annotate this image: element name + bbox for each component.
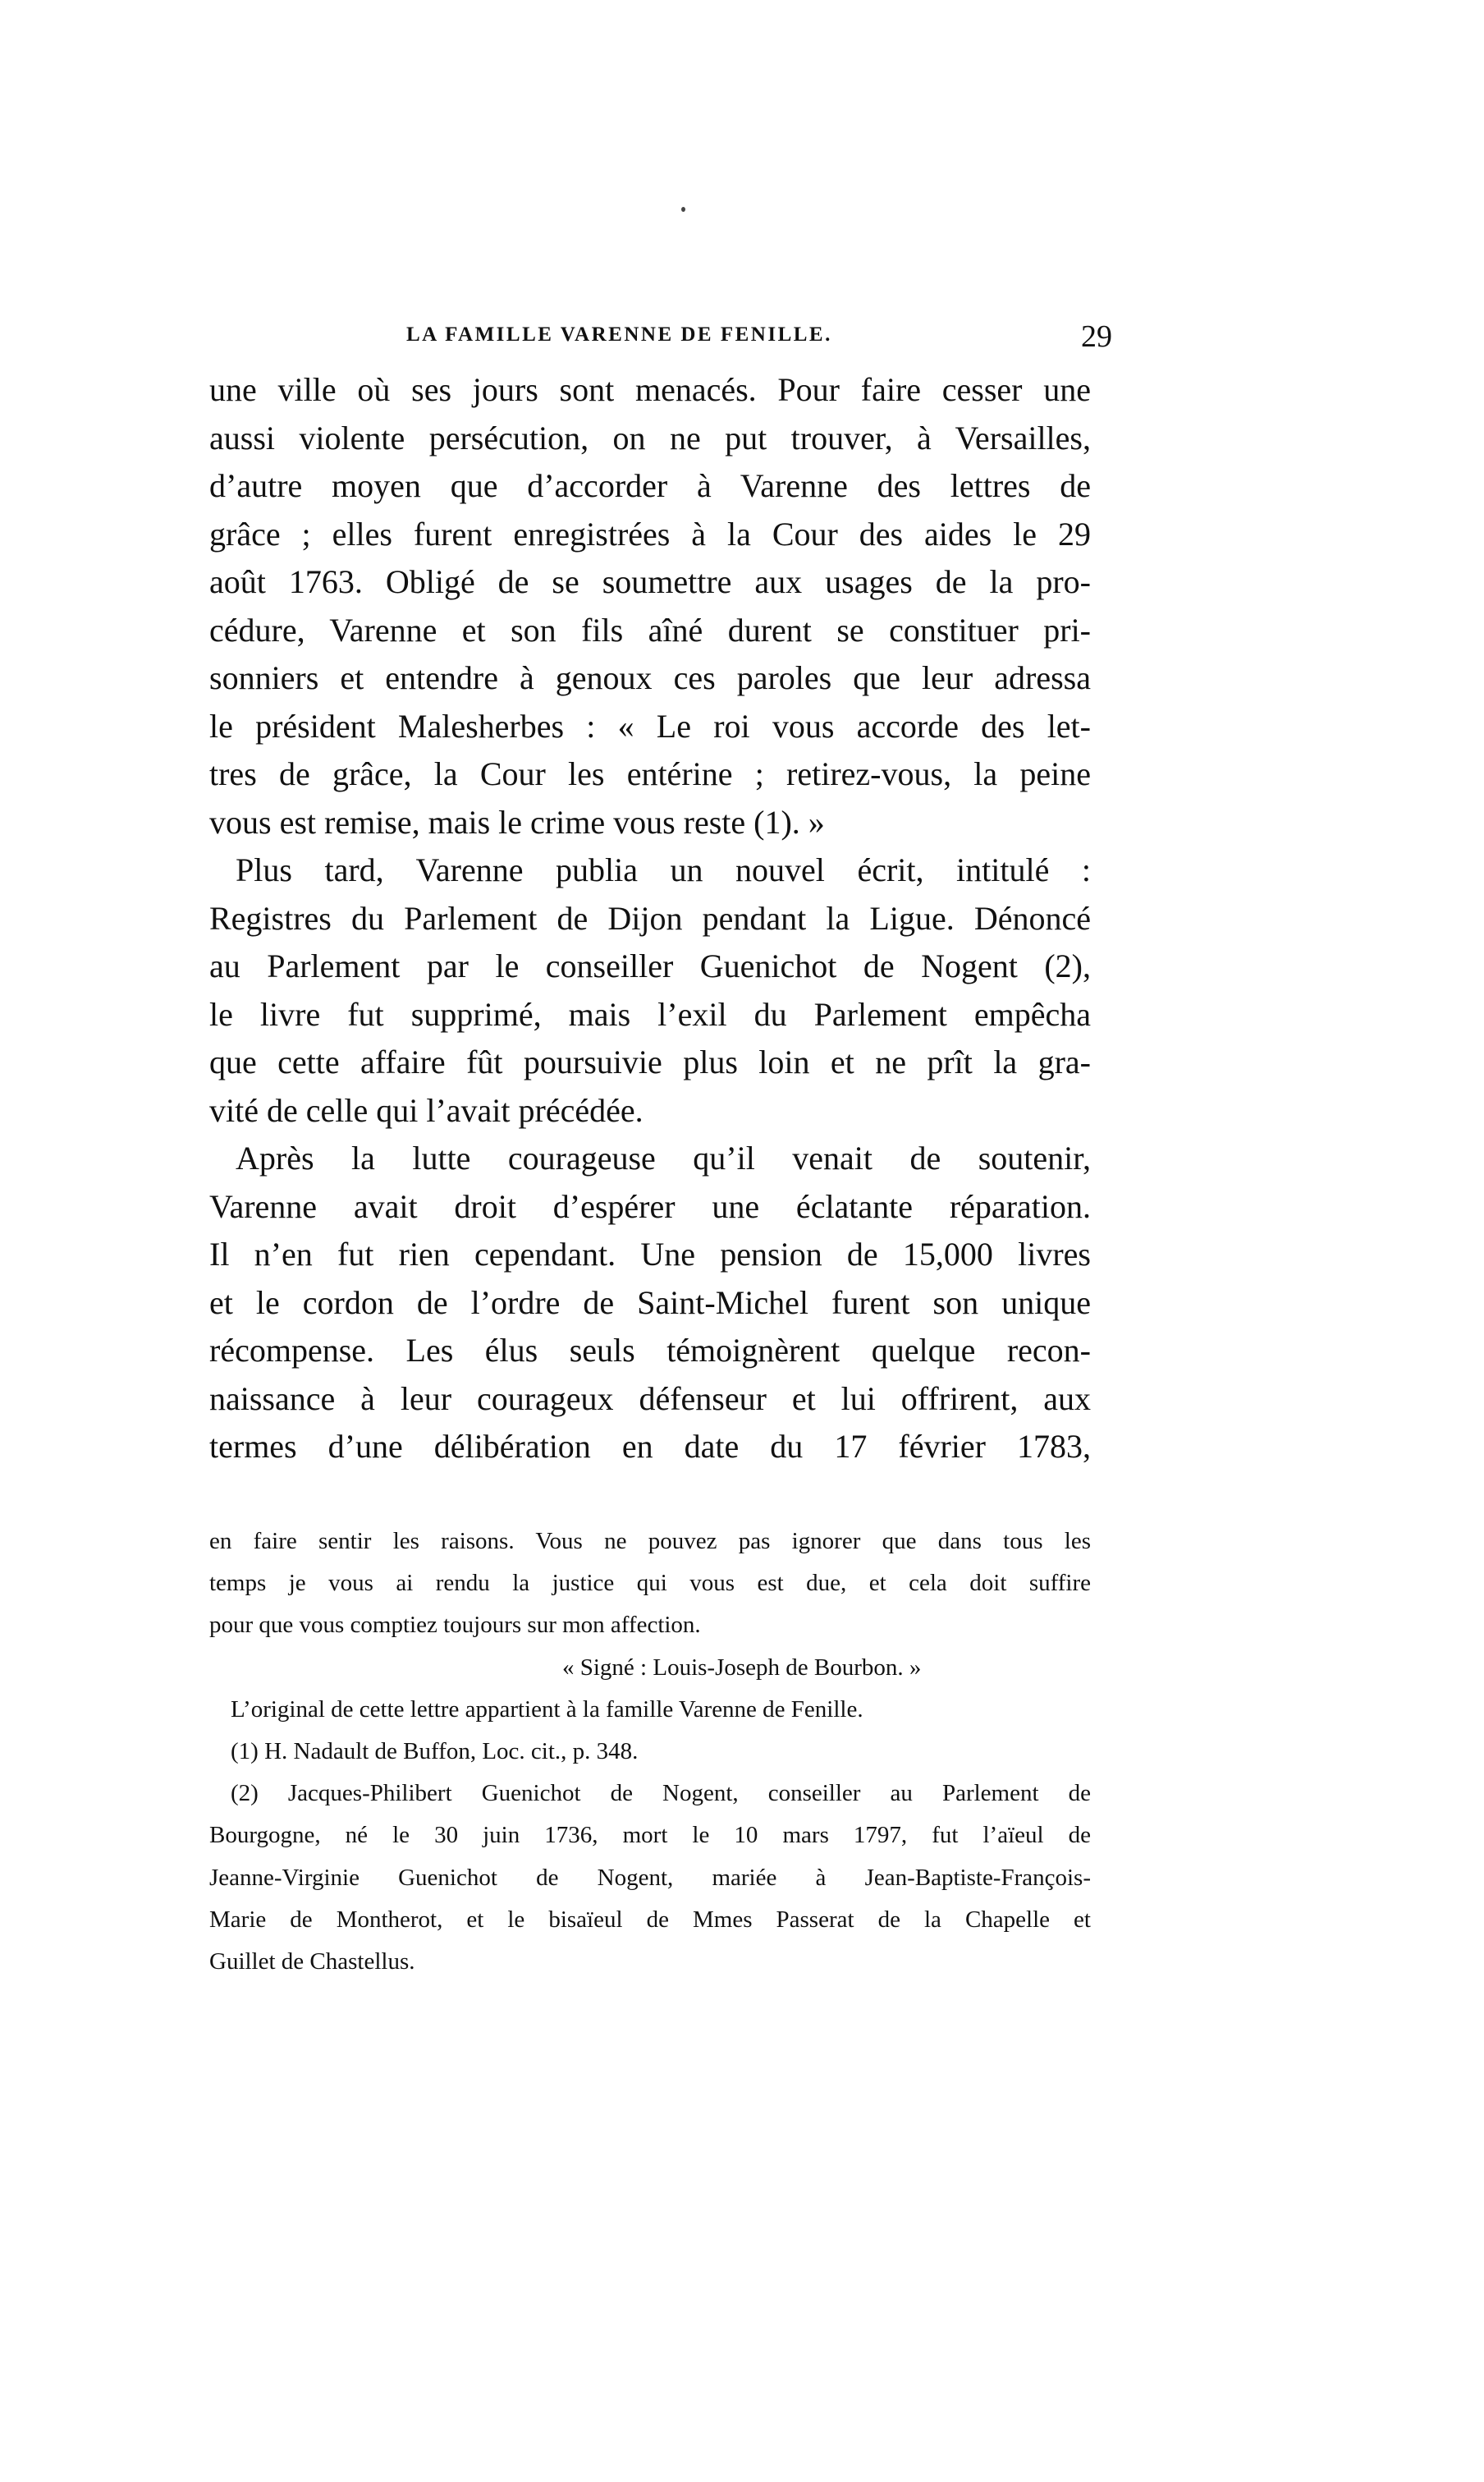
body-line: récompense. Les élus seuls témoignèrent quelque recon-: [209, 1332, 1091, 1369]
body-line: au Parlement par le conseiller Guenichot de Nogent (2),: [209, 947, 1091, 984]
footnote-2-line: Jeanne-Virginie Guenichot de Nogent, mariée à Jean-Baptiste-François-: [209, 1864, 1091, 1891]
body-line: d’autre moyen que d’accorder à Varenne des lettres de: [209, 467, 1091, 504]
body-line: que cette affaire fût poursuivie plus loin et ne prît la gra-: [209, 1044, 1091, 1080]
body-line: et le cordon de l’ordre de Saint-Michel furent son unique: [209, 1283, 1091, 1321]
body-line: Plus tard, Varenne publia un nouvel écrit, intitulé :: [236, 851, 1091, 888]
running-title: LA FAMILLE VARENNE DE FENILLE.: [406, 323, 832, 346]
body-line: grâce ; elles furent enregistrées à la Cour des aides le 29: [209, 515, 1091, 553]
footnote-line: en faire sentir les raisons. Vous ne pouvez pas ignorer que dans tous les: [209, 1528, 1091, 1554]
body-line: le livre fut supprimé, mais l’exil du Parlement empêcha: [209, 995, 1091, 1033]
body-line: vité de celle qui l’avait précédée.: [209, 1091, 644, 1129]
footnote-2-line: Bourgogne, né le 30 juin 1736, mort le 10 mars 1797, fut l’aïeul de: [209, 1822, 1091, 1849]
body-line: le président Malesherbes : « Le roi vous accorde des let-: [209, 707, 1091, 745]
body-text: [209, 366, 1091, 1471]
body-line: sonniers et entendre à genoux ces paroles que leur adressa: [209, 659, 1091, 696]
body-line: Après la lutte courageuse qu’il venait de soutenir,: [236, 1140, 1091, 1177]
body-line: Il n’en fut rien cependant. Une pension de 15,000 livres: [209, 1236, 1091, 1273]
body-line: termes d’une délibération en date du 17 février 1783,: [209, 1428, 1091, 1465]
body-line: tres de grâce, la Cour les entérine ; retirez-vous, la peine: [209, 755, 1091, 792]
footnote-line: pour que vous comptiez toujours sur mon affection.: [209, 1612, 701, 1639]
body-line: Registres du Parlement de Dijon pendant la Ligue. Dénoncé: [209, 899, 1091, 937]
page-number: 29: [1081, 319, 1112, 354]
body-line: août 1763. Obligé de se soumettre aux usages de la pro-: [209, 563, 1091, 600]
ink-speck: [681, 207, 685, 212]
footnote-2-line: (2) Jacques-Philibert Guenichot de Nogent, conseiller au Parlement de: [231, 1780, 1091, 1807]
body-line: cédure, Varenne et son fils aîné durent se constituer pri-: [209, 611, 1091, 649]
footnotes: [209, 1521, 1091, 1983]
footnote-original-note: L’original de cette lettre appartient à la famille Varenne de Fenille.: [231, 1695, 863, 1723]
running-head: [209, 319, 1112, 360]
footnote-2-line: Marie de Montherot, et le bisaïeul de Mmes Passerat de la Chapelle et: [209, 1906, 1091, 1933]
body-line: une ville où ses jours sont menacés. Pour faire cesser une: [209, 371, 1091, 408]
body-line: naissance à leur courageux défenseur et lui offrirent, aux: [209, 1379, 1091, 1417]
footnote-2-line: Guillet de Chastellus.: [209, 1948, 415, 1975]
body-line: aussi violente persécution, on ne put trouver, à Versailles,: [209, 419, 1091, 456]
footnote-1: (1) H. Nadault de Buffon, Loc. cit., p. 348.: [231, 1737, 639, 1764]
footnote-signature: « Signé : Louis-Joseph de Bourbon. »: [562, 1654, 922, 1681]
footnote-line: temps je vous ai rendu la justice qui vous est due, et cela doit suffire: [209, 1570, 1091, 1597]
body-line: Varenne avait droit d’espérer une éclatante réparation.: [209, 1187, 1091, 1225]
body-line: vous est remise, mais le crime vous reste (1). »: [209, 803, 825, 841]
